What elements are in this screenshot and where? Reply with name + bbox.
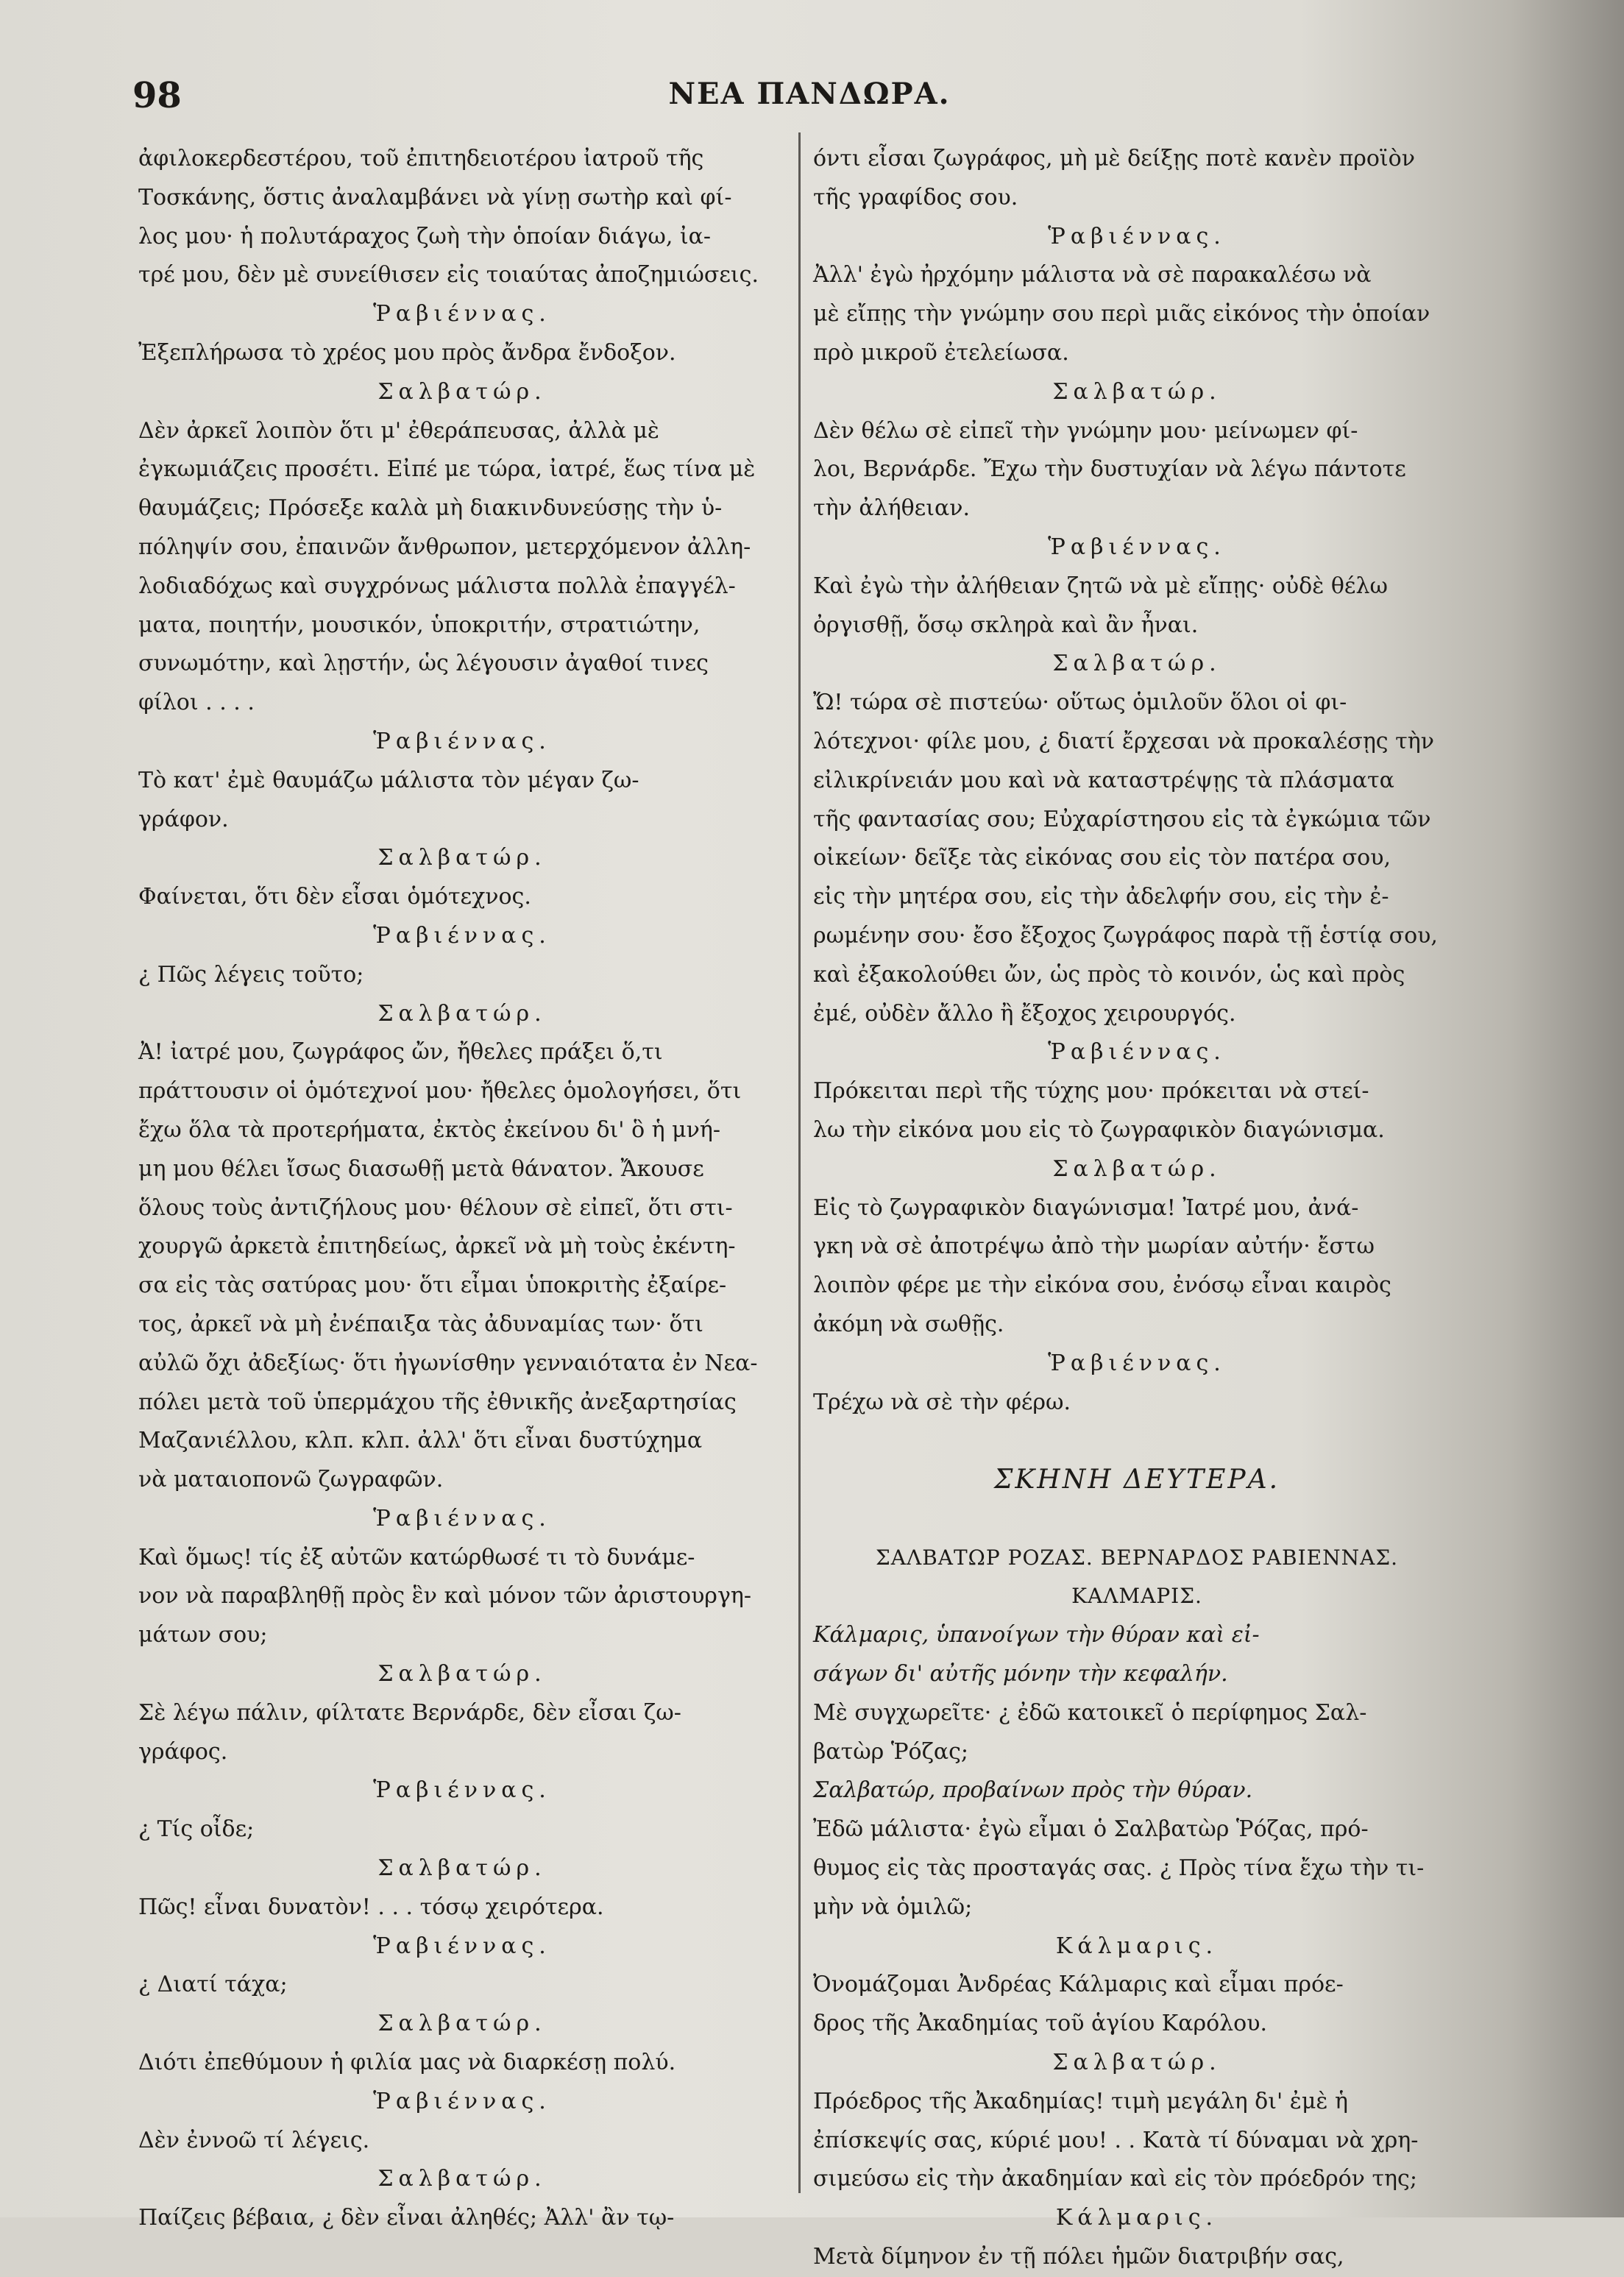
text-line: οἰκείων· δεῖξε τὰς εἰκόνας σου εἰς τὸν πατέρα σου,	[813, 845, 1391, 871]
text-line: Μαζανιέλλου, κλπ. κλπ. ἀλλ' ὅτι εἶναι δυστύχημα	[138, 1428, 703, 1454]
page-number: 98	[132, 75, 182, 116]
speaker-name: Σαλβατώρ.	[1052, 651, 1221, 677]
text-line: πόληψίν σου, ἐπαινῶν ἄνθρωπον, μετερχόμενον ἀλλη-	[138, 534, 751, 560]
speaker-name: Σαλβατώρ.	[377, 378, 547, 405]
text-line: Πῶς! εἶναι δυνατὸν! . . . τόσῳ χειρότερα.	[138, 1894, 604, 1920]
speaker-name: Ῥαβιέννας.	[373, 922, 551, 949]
text-line: δρος τῆς Ἀκαδημίας τοῦ ἁγίου Καρόλου.	[813, 2011, 1268, 2037]
speaker-name: Κάλμαρις.	[1055, 1933, 1219, 1959]
text-line: λοι, Βερνάρδε. Ἔχω τὴν δυστυχίαν νὰ λέγω πάντοτε	[813, 456, 1406, 483]
speaker-name: Ῥαβιέννας.	[373, 2088, 551, 2114]
text-line: φίλοι . . . .	[138, 690, 255, 716]
speaker-name: Ῥαβιέννας.	[373, 1505, 551, 1531]
text-line: βατὼρ Ῥόζας;	[813, 1738, 969, 1765]
text-line: λος μου· ἡ πολυτάραχος ζωὴ τὴν ὁποίαν διάγω, ἰα-	[138, 223, 712, 249]
text-line: θαυμάζεις; Πρόσεξε καλὰ μὴ διακινδυνεύσῃς τὴν ὑ-	[138, 495, 723, 522]
text-line: Διότι ἐπεθύμουν ἡ φιλία μας νὰ διαρκέσῃ πολύ.	[138, 2050, 676, 2076]
text-line: μὲ εἴπῃς τὴν γνώμην σου περὶ μιᾶς εἰκόνος τὴν ὁποίαν	[813, 301, 1430, 327]
running-title: ΝΕΑ ΠΑΝΔΩΡΑ.	[668, 77, 951, 111]
text-line: σάγων δι' αὐτῆς μόνην τὴν κεφαλήν.	[813, 1661, 1228, 1688]
text-line: λότεχνοι· φίλε μου, ¿ διατί ἔρχεσαι νὰ προκαλέσῃς τὴν	[813, 728, 1434, 754]
text-line: Εἰς τὸ ζωγραφικὸν διαγώνισμα! Ἰατρέ μου, ἀνά-	[813, 1194, 1359, 1221]
text-line: εἰλικρίνειάν μου καὶ νὰ καταστρέψῃς τὰ πλάσματα	[813, 767, 1394, 793]
text-line: ἐπίσκεψίς σας, κύριέ μου! . . Κατὰ τί δύναμαι νὰ χρη-	[813, 2127, 1419, 2153]
text-line: Παίζεις βέβαια, ¿ δὲν εἶναι ἀληθές; Ἀλλ' ἂν τῳ-	[138, 2205, 675, 2231]
text-line: Κάλμαρις, ὑπανοίγων τὴν θύραν καὶ εἰ-	[813, 1622, 1260, 1649]
speaker-name: Σαλβατώρ.	[377, 2011, 547, 2037]
speaker-name: Ῥαβιέννας.	[1048, 223, 1226, 249]
scene-heading: ΣΚΗΝΗ ΔΕΥΤΕΡΑ.	[993, 1465, 1280, 1495]
text-line: Ὀνομάζομαι Ἀνδρέας Κάλμαρις καὶ εἶμαι πρόε-	[813, 1972, 1344, 1998]
text-line: Φαίνεται, ὅτι δὲν εἶσαι ὁμότεχνος.	[138, 884, 531, 910]
text-line: πράττουσιν οἱ ὁμότεχνοί μου· ἤθελες ὁμολογήσει, ὅτι	[138, 1078, 742, 1105]
text-line: τος, ἀρκεῖ νὰ μὴ ἐνέπαιξα τὰς ἀδυναμίας των· ὅτι	[138, 1311, 703, 1337]
text-line: σα εἰς τὰς σατύρας μου· ὅτι εἶμαι ὑποκριτὴς ἐξαίρε-	[138, 1272, 727, 1299]
text-line: Ἐδῶ μάλιστα· ἐγὼ εἶμαι ὁ Σαλβατὼρ Ῥόζας, πρό-	[813, 1816, 1369, 1843]
speaker-name: Σαλβατώρ.	[377, 845, 547, 871]
text-line: Ὤ! τώρα σὲ πιστεύω· οὕτως ὁμιλοῦν ὅλοι οἱ φι-	[813, 690, 1347, 716]
text-line: τῆς φαντασίας σου; Εὐχαρίστησου εἰς τὰ ἐγκώμια τῶν	[813, 806, 1431, 832]
text-line: πόλει μετὰ τοῦ ὑπερμάχου τῆς ἐθνικῆς ἀνεξαρτησίας	[138, 1389, 737, 1415]
text-line: Ἀλλ' ἐγὼ ἠρχόμην μάλιστα νὰ σὲ παρακαλέσω νὰ	[813, 262, 1372, 288]
text-line: Δὲν ἐννοῶ τί λέγεις.	[138, 2127, 370, 2153]
text-line: αὐλῶ ὄχι ἀδεξίως· ὅτι ἠγωνίσθην γενναιότατα ἐν Νεα-	[138, 1350, 758, 1376]
page-header	[132, 68, 1486, 116]
speaker-name: Ῥαβιέννας.	[1048, 1350, 1226, 1376]
text-line: Μετὰ δίμηνον ἐν τῇ πόλει ἡμῶν διατριβήν σας,	[813, 2244, 1344, 2270]
text-line: Δὲν θέλω σὲ εἰπεῖ τὴν γνώμην μου· μείνωμεν φί-	[813, 417, 1358, 444]
text-line: ὅλους τοὺς ἀντιζήλους μου· θέλουν σὲ εἰπεῖ, ὅτι στι-	[138, 1194, 733, 1221]
text-line: Καὶ ἐγὼ τὴν ἀλήθειαν ζητῶ νὰ μὲ εἴπῃς· οὐδὲ θέλω	[813, 573, 1388, 599]
speaker-name: Σαλβατώρ.	[377, 1661, 547, 1688]
text-line: όντι εἶσαι ζωγράφος, μὴ μὲ δείξῃς ποτὲ κανὲν προϊὸν	[813, 146, 1415, 171]
text-line: ἐμέ, οὐδὲν ἄλλο ἢ ἔξοχος χειρουργός.	[813, 1000, 1236, 1027]
text-line: σιμεύσω εἰς τὴν ἀκαδημίαν καὶ εἰς τὸν πρόεδρόν της;	[813, 2166, 1417, 2192]
text-line: νον νὰ παραβληθῇ πρὸς ἓν καὶ μόνον τῶν ἀριστουργη-	[138, 1583, 751, 1610]
blank-line	[813, 1422, 1461, 1461]
text-line: καὶ ἐξακολούθει ὤν, ὡς πρὸς τὸ κοινόν, ὡς καὶ πρὸς	[813, 961, 1405, 988]
speaker-name: Σαλβατώρ.	[377, 1855, 547, 1882]
text-line: Τὸ κατ' ἐμὲ θαυμάζω μάλιστα τὸν μέγαν ζω-	[138, 767, 639, 793]
text-line: ¿ Διατί τάχα;	[138, 1972, 288, 1998]
speaker-name: Σαλβατώρ.	[1052, 1155, 1221, 1182]
speaker-name: Ῥαβιέννας.	[373, 728, 551, 754]
text-line: τῆς γραφίδος σου.	[813, 184, 1018, 210]
text-line: χουργῶ ἀρκετὰ ἐπιτηδείως, ἀρκεῖ νὰ μὴ τοὺς ἐκέντη-	[138, 1233, 736, 1260]
text-line: νὰ ματαιοπονῶ ζωγραφῶν.	[138, 1467, 444, 1493]
text-line: μὴν νὰ ὁμιλῶ;	[813, 1894, 973, 1920]
speaker-name: Ῥαβιέννας.	[373, 301, 551, 327]
text-line: ἀκόμη νὰ σωθῇς.	[813, 1311, 1004, 1337]
speaker-name: Σαλβατώρ.	[1052, 2050, 1221, 2076]
column-divider	[798, 132, 801, 2193]
text-line: λω τὴν εἰκόνα μου εἰς τὸ ζωγραφικὸν διαγώνισμα.	[813, 1116, 1385, 1143]
text-line: ματα, ποιητήν, μουσικόν, ὑποκριτήν, στρατιώτην,	[138, 612, 701, 638]
left-column	[138, 140, 786, 2231]
blank-line	[813, 1500, 1461, 1539]
text-line: γκη νὰ σὲ ἀποτρέψω ἀπὸ τὴν μωρίαν αὐτήν· ἔστω	[813, 1233, 1375, 1260]
speaker-name: Ῥαβιέννας.	[373, 1933, 551, 1959]
text-line: Σὲ λέγω πάλιν, φίλτατε Βερνάρδε, δὲν εἶσαι ζω-	[138, 1699, 681, 1726]
text-line: Ἀ! ἰατρέ μου, ζωγράφος ὤν, ἤθελες πράξει ὅ,τι	[138, 1039, 663, 1066]
speaker-name: Σαλβατώρ.	[377, 1000, 547, 1027]
text-line: Πρόκειται περὶ τῆς τύχης μου· πρόκειται νὰ στεί-	[813, 1078, 1369, 1105]
text-line: θυμος εἰς τὰς προσταγάς σας. ¿ Πρὸς τίνα ἔχω τὴν τι-	[813, 1855, 1425, 1882]
text-line: ἀφιλοκερδεστέρου, τοῦ ἐπιτηδειοτέρου ἰατροῦ τῆς	[138, 146, 704, 171]
text-line: ¿ Τίς οἶδε;	[138, 1816, 255, 1843]
text-line: μάτων σου;	[138, 1622, 268, 1649]
text-line: Ἐξεπλήρωσα τὸ χρέος μου πρὸς ἄνδρα ἔνδοξον.	[138, 339, 676, 366]
text-line: γράφος.	[138, 1738, 228, 1765]
text-line: λοδιαδόχως καὶ συγχρόνως μάλιστα πολλὰ ἐπαγγέλ-	[138, 573, 736, 599]
text-line: ἔχω ὅλα τὰ προτερήματα, ἐκτὸς ἐκείνου δι' ὃ ἡ μνή-	[138, 1116, 721, 1143]
text-line: Τοσκάνης, ὅστις ἀναλαμβάνει νὰ γίνῃ σωτὴρ καὶ φί-	[138, 184, 732, 210]
text-line: ¿ Πῶς λέγεις τοῦτο;	[138, 961, 364, 988]
text-line: Σαλβατώρ, προβαίνων πρὸς τὴν θύραν.	[813, 1777, 1253, 1804]
speaker-name: Ῥαβιέννας.	[1048, 1039, 1226, 1066]
right-column	[813, 140, 1461, 2270]
cast-list: ΚΑΛΜΑΡΙΣ.	[1071, 1584, 1202, 1609]
text-line: Δὲν ἀρκεῖ λοιπὸν ὅτι μ' ἐθεράπευσας, ἀλλὰ μὲ	[138, 417, 660, 444]
text-line: τὴν ἀλήθειαν.	[813, 495, 970, 522]
speaker-name: Ῥαβιέννας.	[1048, 534, 1226, 560]
text-line: Μὲ συγχωρεῖτε· ¿ ἐδῶ κατοικεῖ ὁ περίφημος Σαλ-	[813, 1699, 1367, 1726]
text-line: Πρόεδρος τῆς Ἀκαδημίας! τιμὴ μεγάλη δι' ἐμὲ ἡ	[813, 2088, 1348, 2114]
text-line: Τρέχω νὰ σὲ τὴν φέρω.	[813, 1389, 1071, 1415]
text-line: εἰς τὴν μητέρα σου, εἰς τὴν ἀδελφήν σου, εἰς τὴν ἐ-	[813, 884, 1389, 910]
cast-list: ΣΑΛΒΑΤΩΡ ΡΟΖΑΣ. ΒΕΡΝΑΡΔΟΣ ΡΑΒΙΕΝΝΑΣ.	[875, 1545, 1399, 1570]
text-line: ὀργισθῇ, ὅσῳ σκληρὰ καὶ ἂν ἦναι.	[813, 612, 1199, 638]
speaker-name: Σαλβατώρ.	[1052, 378, 1221, 405]
text-line: γράφον.	[138, 806, 229, 832]
text-line: τρέ μου, δὲν μὲ συνείθισεν εἰς τοιαύτας ἀποζημιώσεις.	[138, 262, 759, 288]
speaker-name: Σαλβατώρ.	[377, 2166, 547, 2192]
speaker-name: Ῥαβιέννας.	[373, 1777, 551, 1804]
text-line: πρὸ μικροῦ ἐτελείωσα.	[813, 339, 1069, 366]
text-line: μη μου θέλει ἴσως διασωθῇ μετὰ θάνατον. Ἄκουσε	[138, 1155, 704, 1182]
text-line: ρωμένην σου· ἔσο ἔξοχος ζωγράφος παρὰ τῇ ἑστίᾳ σου,	[813, 922, 1438, 949]
text-line: λοιπὸν φέρε με τὴν εἰκόνα σου, ἐνόσῳ εἶναι καιρὸς	[813, 1272, 1391, 1299]
speaker-name: Κάλμαρις.	[1055, 2205, 1219, 2231]
text-line: Καὶ ὅμως! τίς ἐξ αὐτῶν κατώρθωσέ τι τὸ δυνάμε-	[138, 1544, 695, 1570]
text-line: συνωμότην, καὶ λῃστήν, ὡς λέγουσιν ἀγαθοί τινες	[138, 651, 709, 677]
text-line: ἐγκωμιάζεις προσέτι. Εἰπέ με τώρα, ἰατρέ, ἕως τίνα μὲ	[138, 456, 756, 483]
